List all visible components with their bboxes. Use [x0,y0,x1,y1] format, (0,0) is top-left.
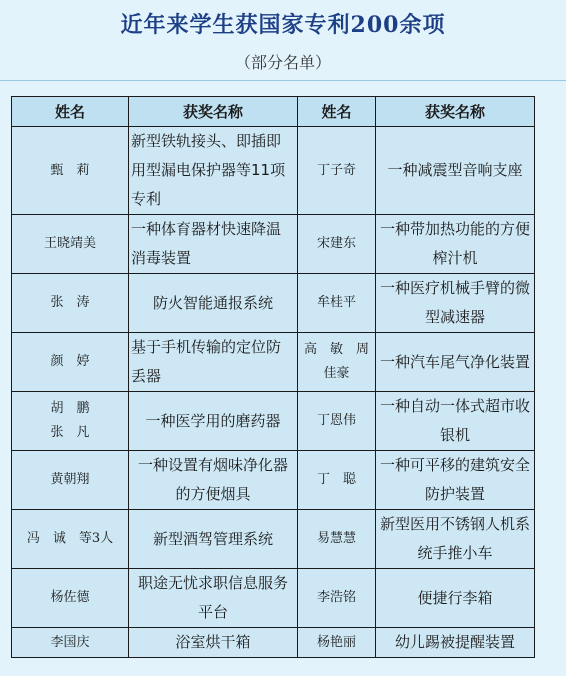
student-name: 甄 莉 [50,162,90,178]
student-name-cell [298,451,376,510]
page-title: 近年来学生获国家专利200余项 [120,12,446,38]
student-name-cell [12,274,129,333]
patent-award-table [11,96,535,658]
award-title-cell: 防火智能通报系统 [129,274,298,333]
award-title-cell: 基于手机传输的定位防丢器 [129,333,298,392]
table-row [12,333,535,392]
student-name: 牟桂平 [316,295,356,310]
student-name-cell [12,510,129,569]
award-title-cell: 一种医疗机械手臂的微型减速器 [376,274,535,333]
student-name: 胡 鹏 [50,401,90,416]
award-title-cell: 一种体育器材快速降温消毒装置 [129,215,298,274]
student-name: 丁恩伟 [316,413,356,428]
table-row [12,392,535,451]
table-row [12,215,535,274]
column-header-name-left: 姓名 [12,97,129,127]
award-title-cell: 一种自动一体式超市收银机 [376,392,535,451]
table-row [12,127,535,215]
student-name: 冯 诚 等3人 [26,531,114,546]
student-name: 易慧慧 [316,531,356,546]
award-title-cell: 一种带加热功能的方便榨汁机 [376,215,535,274]
table-row [12,274,535,333]
student-name: 宋建东 [316,236,356,251]
award-title-cell: 一种可平移的建筑安全防护装置 [376,451,535,510]
student-name: 杨佐德 [50,590,90,605]
table-header-row [12,97,535,127]
student-name-cell [12,451,129,510]
student-name: 李国庆 [50,634,90,650]
award-title-cell: 新型酒驾管理系统 [129,510,298,569]
student-name-cell [12,392,129,451]
student-name: 张 涛 [50,295,90,310]
column-header-name-right: 姓名 [298,97,376,127]
student-name-cell [298,628,376,658]
student-name-cell [298,127,376,215]
student-name: 佳豪 [323,366,350,381]
student-name: 张 凡 [50,425,90,440]
student-name-cell [12,628,129,658]
award-title-cell: 一种设置有烟味净化器的方便烟具 [129,451,298,510]
column-header-award-right: 获奖名称 [376,97,535,127]
award-title-cell: 浴室烘干箱 [129,628,298,658]
award-title-cell: 新型医用不锈钢人机系统手推小车 [376,510,535,569]
award-title-cell: 便捷行李箱 [376,569,535,628]
student-name: 丁 聪 [316,472,356,487]
table-row [12,510,535,569]
student-name: 黄朝翔 [50,472,90,487]
award-title-cell: 一种汽车尾气净化装置 [376,333,535,392]
student-name: 杨艳丽 [316,634,356,650]
table-row [12,628,535,658]
student-name-cell [12,569,129,628]
student-name-cell [298,392,376,451]
award-title-cell: 幼儿踢被提醒装置 [376,628,535,658]
student-name: 高 敏 周 [303,342,369,357]
title-divider [0,80,566,81]
student-name-cell [298,274,376,333]
student-name: 丁子奇 [316,162,356,178]
page-subtitle: （部分名单） [234,53,331,72]
student-name-cell [298,510,376,569]
student-name-cell [298,569,376,628]
student-name: 王晓靖美 [43,236,96,251]
student-name-cell [298,333,376,392]
table-row [12,451,535,510]
student-name: 颜 婷 [50,354,90,369]
award-title-cell: 一种减震型音响支座 [376,127,535,215]
award-title-cell: 一种医学用的磨药器 [129,392,298,451]
student-name-cell [12,215,129,274]
award-title-cell: 新型铁轨接头、即插即用型漏电保护器等11项专利 [129,127,298,215]
student-name-cell [12,127,129,215]
student-name-cell [12,333,129,392]
award-title-cell: 职途无忧求职信息服务平台 [129,569,298,628]
table-row [12,569,535,628]
student-name-cell [298,215,376,274]
column-header-award-left: 获奖名称 [129,97,298,127]
student-name: 李浩铭 [316,590,356,605]
